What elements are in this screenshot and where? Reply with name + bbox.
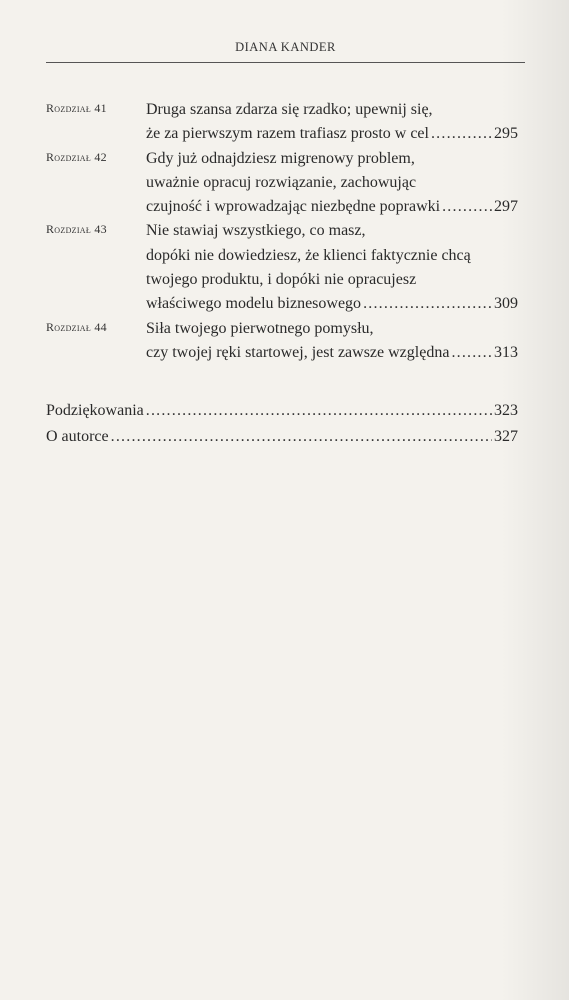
dot-leader	[146, 398, 492, 424]
toc-back-matter	[46, 398, 518, 450]
chapter-title-text: czy twojej ręki startowej, jest zawsze względna	[146, 343, 450, 361]
chapter-title-line: dopóki nie dowiedziesz, że klienci faktycznie chcą	[146, 246, 471, 264]
chapter-title-line: uważnie opracuj rozwiązanie, zachowując	[146, 173, 417, 191]
chapter-label: Rozdział 44	[46, 319, 107, 334]
chapter-title-text: właściwego modelu biznesowego	[146, 295, 362, 313]
page-number: 323	[494, 402, 518, 419]
running-header: DIANA KANDER	[235, 40, 336, 54]
chapter-label: Rozdział 43	[46, 222, 107, 237]
entry-title: O autorce	[46, 428, 109, 445]
chapter-title-text: czujność i wprowadzając niezbędne poprawki	[146, 198, 441, 216]
dot-leader	[442, 195, 492, 219]
toc-entry-chapter-44	[46, 317, 518, 366]
chapter-title-last-line	[146, 195, 518, 219]
entry-title: Podziękowania	[46, 402, 144, 419]
header-rule	[46, 62, 525, 63]
page-number: 313	[494, 343, 518, 361]
toc-chapter-list	[46, 98, 518, 365]
dot-leader	[431, 122, 492, 146]
dot-leader	[451, 341, 492, 365]
chapter-title-line: Gdy już odnajdziesz migrenowy problem,	[146, 149, 415, 167]
dot-leader	[363, 292, 492, 316]
toc-entry-chapter-43	[46, 219, 518, 316]
toc-entry-acknowledgements	[46, 398, 518, 424]
toc-entry-chapter-42	[46, 147, 518, 220]
chapter-title-line: twojego produktu, i dopóki nie opracujesz	[146, 271, 417, 289]
chapter-title-line: Druga szansa zdarza się rzadko; upewnij się,	[146, 101, 433, 118]
chapter-title-last-line	[146, 292, 518, 316]
chapter-title-line: Nie stawiaj wszystkiego, co masz,	[146, 222, 366, 240]
chapter-label: Rozdział 42	[46, 149, 107, 164]
page-number: 309	[494, 295, 518, 313]
dot-leader	[111, 424, 492, 450]
page-number: 327	[494, 428, 518, 445]
chapter-title-line: Siła twojego pierwotnego pomysłu,	[146, 319, 374, 337]
chapter-title-last-line	[146, 341, 518, 365]
toc-entry-chapter-41	[46, 98, 518, 147]
chapter-label: Rozdział 41	[46, 101, 107, 115]
page-number: 295	[494, 125, 518, 143]
chapter-title-last-line	[146, 122, 518, 146]
toc-entry-about-author	[46, 424, 518, 450]
page-number: 297	[494, 198, 518, 216]
chapter-title-text: że za pierwszym razem trafiasz prosto w cel	[146, 125, 429, 143]
